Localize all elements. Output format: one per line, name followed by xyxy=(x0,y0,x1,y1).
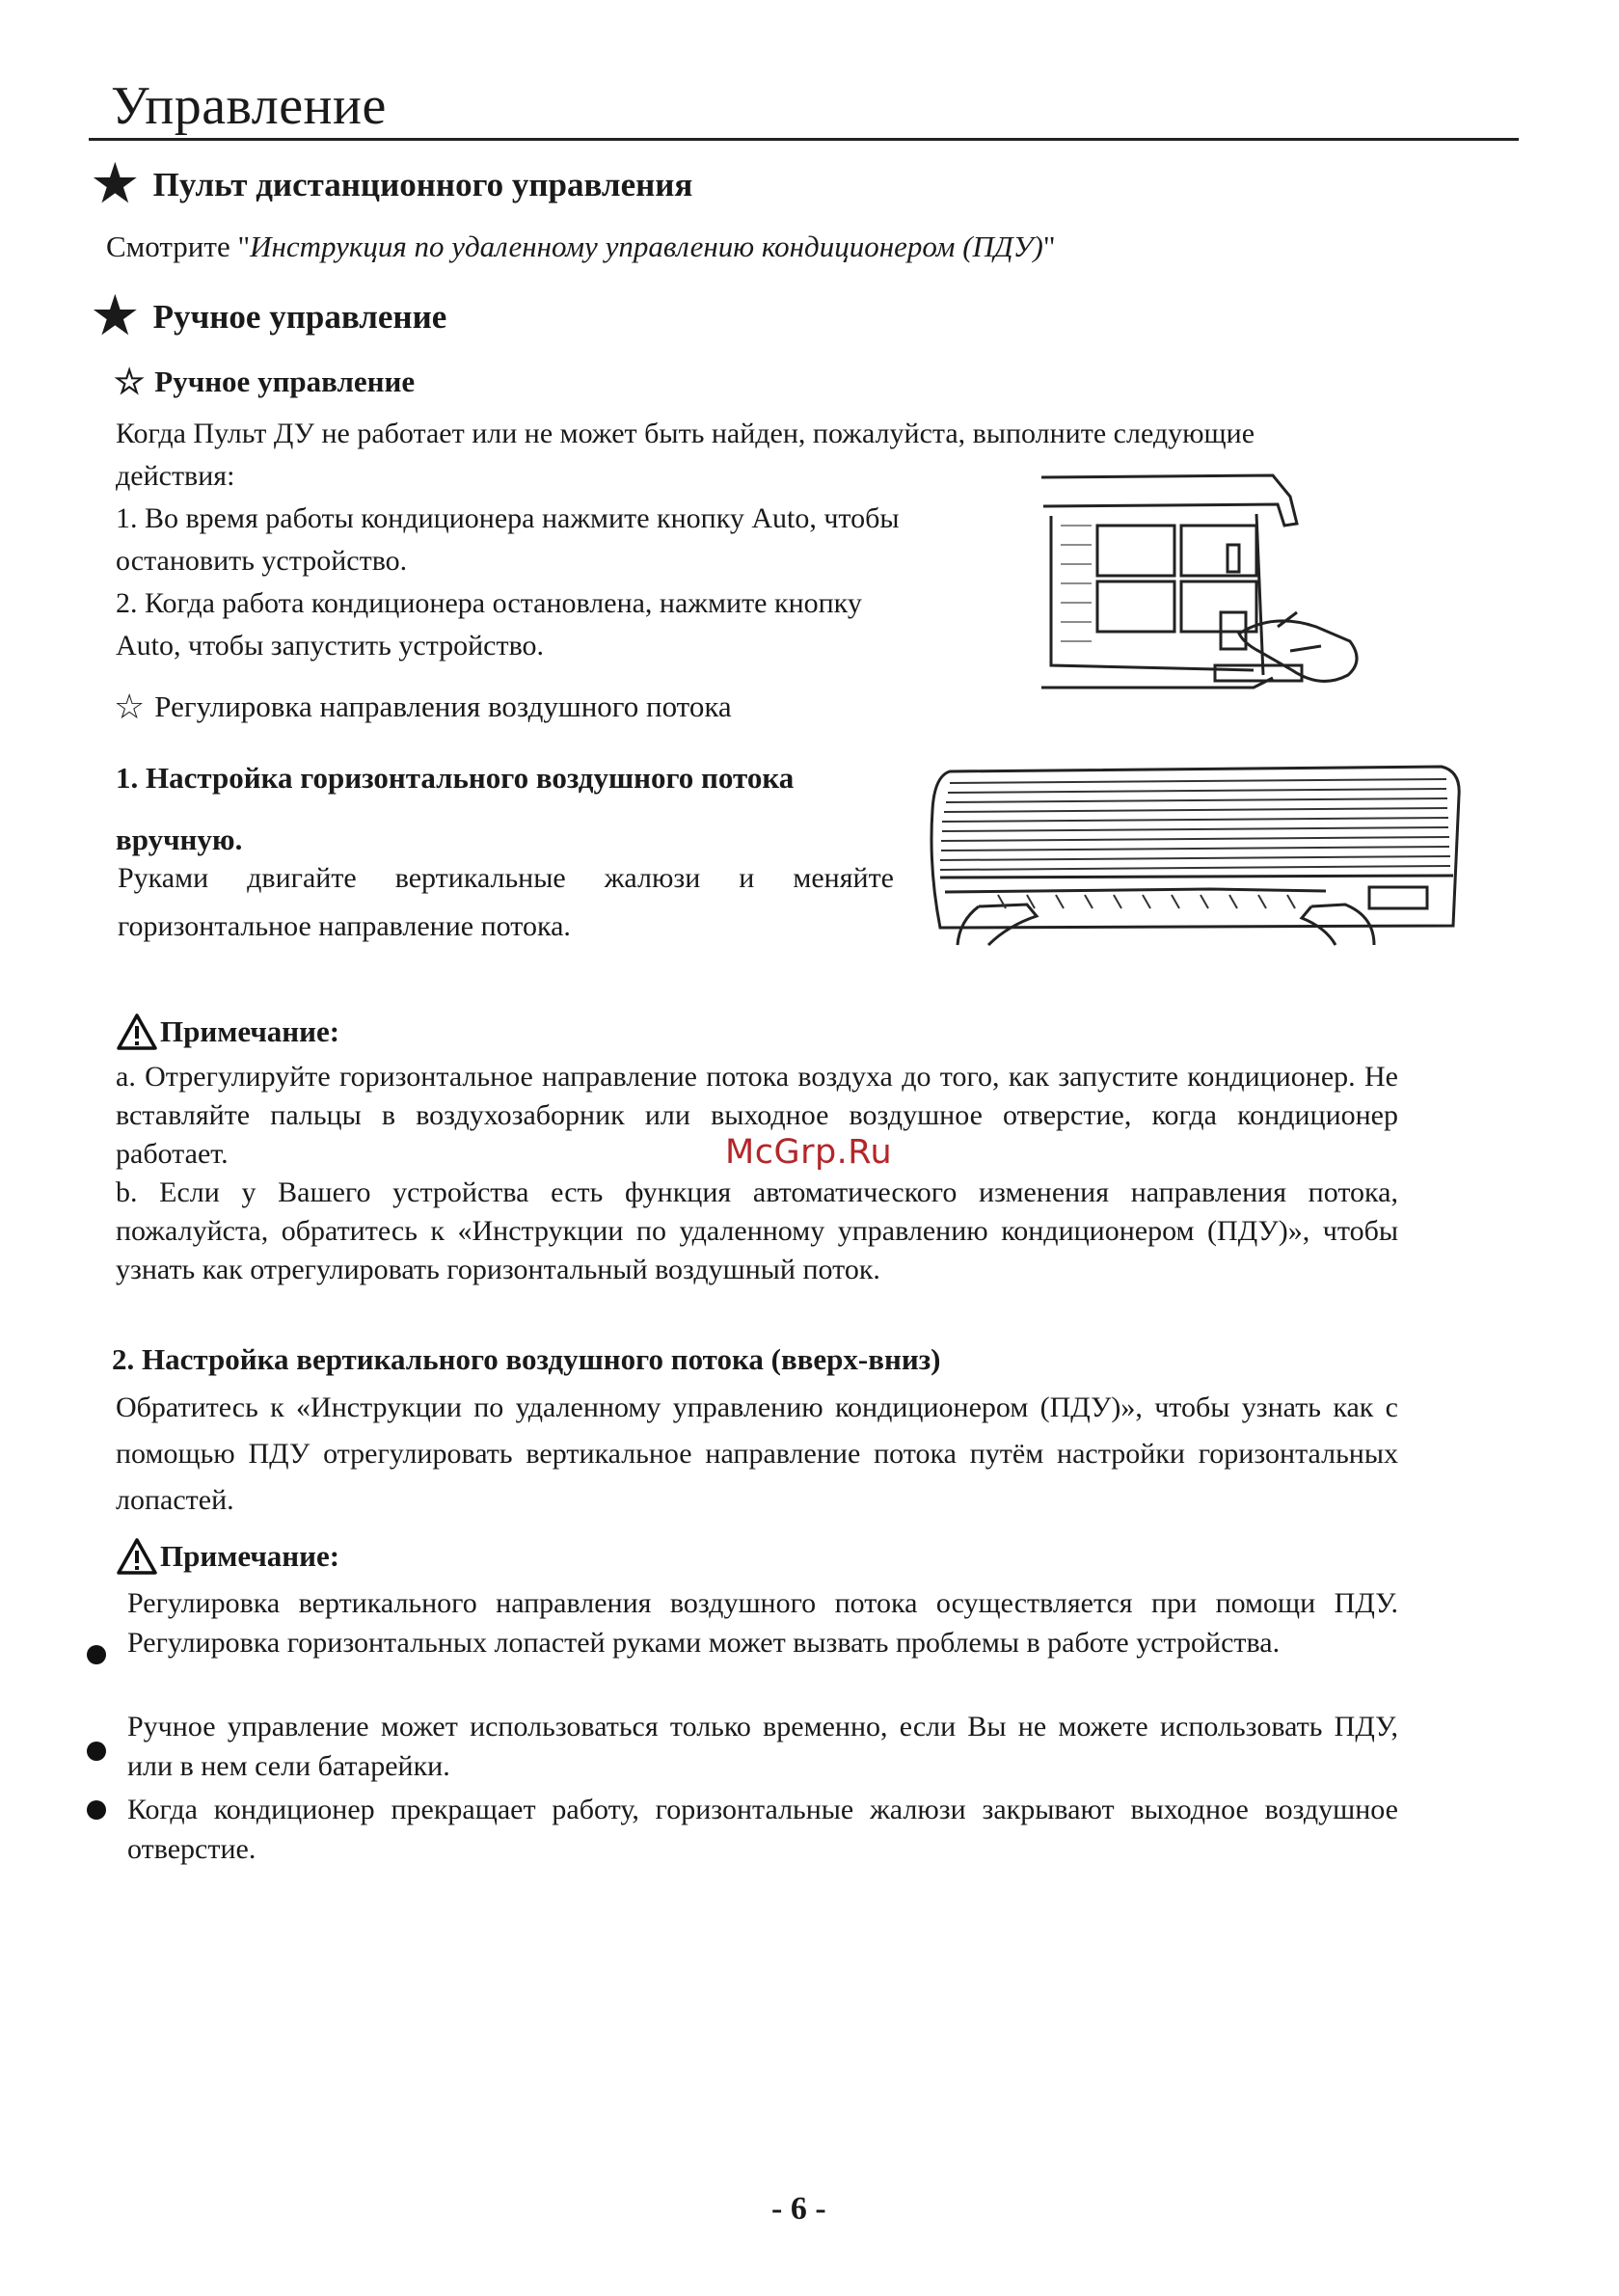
remote-see-reference: Инструкция по удаленному управлению кондиционером (ПДУ) xyxy=(250,230,1043,263)
remote-section-heading xyxy=(93,157,693,212)
outline-star-icon: ☆ xyxy=(114,688,146,726)
page-title: Управление xyxy=(111,76,387,136)
note-2-bullet-1-text: Регулировка вертикального направления воздушного потока осуществляется при помощи ПДУ. Регулировка горизонтальных лопастей руками может вызвать проблемы в работе устройства. xyxy=(127,1587,1398,1659)
page-number: - 6 - xyxy=(771,2191,826,2227)
remote-reference xyxy=(106,226,1055,268)
title-divider xyxy=(89,138,1519,141)
remote-heading-text: Пульт дистанционного управления xyxy=(152,166,693,203)
manual-subheading xyxy=(114,365,415,399)
note-1-heading-text: Примечание: xyxy=(160,1014,340,1048)
note-2-bullet-2-text: Ручное управление может использоваться только временно, если Вы не можете использовать ПДУ, или в нем сели батарейки. xyxy=(127,1711,1398,1782)
warning-icon xyxy=(116,1013,158,1051)
louver-adjust-illustration xyxy=(921,752,1471,959)
note-2-heading xyxy=(116,1537,339,1576)
note-1-heading xyxy=(116,1013,339,1051)
note-2-bullet-3 xyxy=(87,1790,1398,1869)
manual-subheading-text: Ручное управление xyxy=(154,365,416,398)
note-1-item-b: b. Если у Вашего устройства есть функция автоматического изменения направления потока, пожалуйста, обратитесь к «Инструкции по удаленному управлению кондиционером (ПДУ)», чтобы узнать как отрегулировать горизонтальный воздушный поток. xyxy=(116,1176,1398,1285)
manual-step-2: 2. Когда работа кондиционера остановлена, нажмите кнопку Auto, чтобы запустить устройство. xyxy=(116,587,862,662)
watermark: McGrp.Ru xyxy=(725,1133,893,1172)
horizontal-airflow-text: Руками двигайте вертикальные жалюзи и меняйте горизонтальное направление потока. xyxy=(118,862,894,942)
manual-intro: Когда Пульт ДУ не работает или не может быть найден, пожалуйста, выполните следующие действия: xyxy=(116,418,1255,492)
manual-section-heading xyxy=(93,289,447,344)
solid-star-icon: ★ xyxy=(93,157,138,212)
outline-star-icon: ☆ xyxy=(114,363,146,401)
note-1-item-a: a. Отрегулируйте горизонтальное направление потока воздуха до того, как запустите кондиционер. Не вставляйте пальцы в воздухозаборник или выходное воздушное отверстие, когда кондиционер работает. xyxy=(116,1061,1398,1170)
bullet-dot xyxy=(87,1645,106,1664)
remote-see-prefix: Смотрите " xyxy=(106,230,251,263)
airflow-subheading xyxy=(114,689,732,724)
note-2-bullet-3-text: Когда кондиционер прекращает работу, горизонтальные жалюзи закрывают выходное воздушное отверстие. xyxy=(127,1794,1398,1865)
remote-see-suffix: " xyxy=(1042,230,1056,263)
bullet-dot xyxy=(87,1800,106,1820)
note-2-heading-text: Примечание: xyxy=(160,1539,340,1573)
note-2-bullet-1 xyxy=(87,1583,1398,1664)
note-2-bullet-2 xyxy=(87,1707,1398,1786)
airflow-subheading-text: Регулировка направления воздушного потока xyxy=(154,689,732,723)
warning-icon xyxy=(116,1537,158,1576)
manual-heading-text: Ручное управление xyxy=(152,298,447,336)
solid-star-icon: ★ xyxy=(93,289,138,344)
horizontal-airflow-heading: 1. Настройка горизонтального воздушного потока вручную. xyxy=(116,761,795,856)
manual-step-1: 1. Во время работы кондиционера нажмите кнопку Auto, чтобы остановить устройство. xyxy=(116,502,900,577)
vertical-airflow-heading: 2. Настройка вертикального воздушного потока (вверх-вниз) xyxy=(112,1342,941,1376)
bullet-dot xyxy=(87,1742,106,1761)
vertical-airflow-text: Обратитесь к «Инструкции по удаленному управлению кондиционером (ПДУ)», чтобы узнать как с помощью ПДУ отрегулировать вертикальное направление потока путём настройки горизонтальных лопастей. xyxy=(116,1391,1398,1516)
auto-button-illustration xyxy=(1032,468,1417,709)
